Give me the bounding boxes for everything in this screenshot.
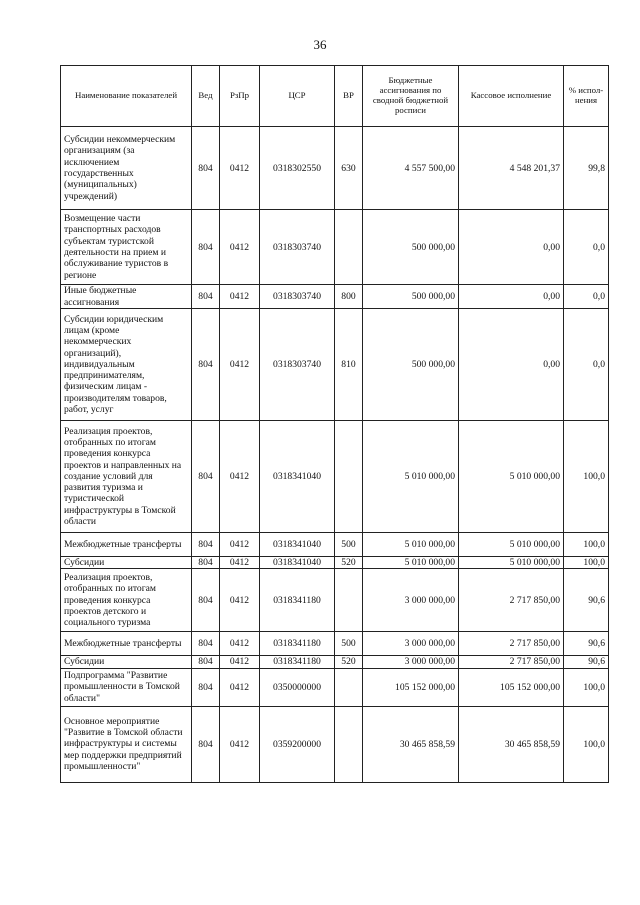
row-ved: 804 <box>192 421 220 533</box>
row-percent: 90,6 <box>564 632 609 656</box>
header-csr: ЦСР <box>260 66 335 127</box>
row-vr: 800 <box>335 285 363 309</box>
row-percent: 100,0 <box>564 533 609 557</box>
row-csr: 0318303740 <box>260 285 335 309</box>
row-percent: 100,0 <box>564 668 609 706</box>
row-csr: 0318341180 <box>260 569 335 632</box>
row-ved: 804 <box>192 533 220 557</box>
row-name: Межбюджетные трансферты <box>61 632 192 656</box>
row-vr <box>335 569 363 632</box>
row-name: Реализация проектов, отобранных по итогам проведения конкурса проектов детского и социального туризма <box>61 569 192 632</box>
row-budget: 5 010 000,00 <box>363 533 459 557</box>
row-cash: 0,00 <box>459 285 564 309</box>
row-percent: 0,0 <box>564 285 609 309</box>
row-percent: 0,0 <box>564 309 609 421</box>
row-cash: 5 010 000,00 <box>459 421 564 533</box>
row-percent: 100,0 <box>564 706 609 782</box>
row-ved: 804 <box>192 285 220 309</box>
row-percent: 100,0 <box>564 557 609 569</box>
table-row <box>61 557 609 569</box>
row-vr <box>335 668 363 706</box>
row-csr: 0318303740 <box>260 309 335 421</box>
row-budget: 3 000 000,00 <box>363 656 459 668</box>
row-csr: 0350000000 <box>260 668 335 706</box>
table-row <box>61 656 609 668</box>
row-vr: 500 <box>335 632 363 656</box>
table-row <box>61 668 609 706</box>
header-name: Наименование показателей <box>61 66 192 127</box>
table-row <box>61 309 609 421</box>
budget-execution-table <box>60 65 609 783</box>
page-number: 36 <box>313 37 327 52</box>
row-ved: 804 <box>192 127 220 210</box>
row-cash: 30 465 858,59 <box>459 706 564 782</box>
row-csr: 0318341040 <box>260 557 335 569</box>
row-vr <box>335 421 363 533</box>
row-csr: 0318341180 <box>260 632 335 656</box>
row-budget: 500 000,00 <box>363 285 459 309</box>
row-name: Субсидии некоммерческим организациям (за исключением государственных (муниципальных) учреждений) <box>61 127 192 210</box>
row-vr: 520 <box>335 656 363 668</box>
table-row <box>61 285 609 309</box>
row-csr: 0318303740 <box>260 210 335 285</box>
row-rzpr: 0412 <box>220 421 260 533</box>
row-rzpr: 0412 <box>220 557 260 569</box>
row-budget: 5 010 000,00 <box>363 557 459 569</box>
row-cash: 2 717 850,00 <box>459 656 564 668</box>
row-cash: 0,00 <box>459 309 564 421</box>
row-percent: 90,6 <box>564 656 609 668</box>
row-name: Субсидии <box>61 557 192 569</box>
row-ved: 804 <box>192 309 220 421</box>
row-budget: 5 010 000,00 <box>363 421 459 533</box>
header-percent: % испол-нения <box>564 66 609 127</box>
header-budget: Бюджетные ассигнования по сводной бюджетной росписи <box>363 66 459 127</box>
row-budget: 105 152 000,00 <box>363 668 459 706</box>
row-ved: 804 <box>192 656 220 668</box>
row-rzpr: 0412 <box>220 668 260 706</box>
row-ved: 804 <box>192 632 220 656</box>
row-percent: 100,0 <box>564 421 609 533</box>
table-row <box>61 569 609 632</box>
row-vr <box>335 706 363 782</box>
row-percent: 99,8 <box>564 127 609 210</box>
row-cash: 4 548 201,37 <box>459 127 564 210</box>
table-row <box>61 706 609 782</box>
table-row <box>61 127 609 210</box>
row-rzpr: 0412 <box>220 632 260 656</box>
row-name: Реализация проектов, отобранных по итогам проведения конкурса проектов и направленных на создание условий для развития туризма и туристической инфраструктуры в Томской области <box>61 421 192 533</box>
table-header-row <box>61 66 609 127</box>
row-rzpr: 0412 <box>220 569 260 632</box>
row-vr: 810 <box>335 309 363 421</box>
row-percent: 0,0 <box>564 210 609 285</box>
row-name: Возмещение части транспортных расходов субъектам туристской деятельности на прием и обслуживание туристов в регионе <box>61 210 192 285</box>
row-name: Подпрограмма "Развитие промышленности в Томской области" <box>61 668 192 706</box>
table-row <box>61 210 609 285</box>
row-rzpr: 0412 <box>220 127 260 210</box>
row-ved: 804 <box>192 706 220 782</box>
header-rzpr: РзПр <box>220 66 260 127</box>
row-budget: 3 000 000,00 <box>363 569 459 632</box>
table-row <box>61 533 609 557</box>
row-percent: 90,6 <box>564 569 609 632</box>
row-cash: 2 717 850,00 <box>459 569 564 632</box>
row-csr: 0318302550 <box>260 127 335 210</box>
row-rzpr: 0412 <box>220 656 260 668</box>
row-vr <box>335 210 363 285</box>
row-name: Иные бюджетные ассигнования <box>61 285 192 309</box>
row-cash: 5 010 000,00 <box>459 533 564 557</box>
row-csr: 0318341040 <box>260 533 335 557</box>
row-rzpr: 0412 <box>220 533 260 557</box>
row-vr: 630 <box>335 127 363 210</box>
row-cash: 0,00 <box>459 210 564 285</box>
row-cash: 5 010 000,00 <box>459 557 564 569</box>
row-csr: 0318341180 <box>260 656 335 668</box>
row-ved: 804 <box>192 569 220 632</box>
row-budget: 3 000 000,00 <box>363 632 459 656</box>
row-rzpr: 0412 <box>220 210 260 285</box>
table-row <box>61 632 609 656</box>
row-cash: 105 152 000,00 <box>459 668 564 706</box>
row-budget: 30 465 858,59 <box>363 706 459 782</box>
header-cash: Кассовое исполнение <box>459 66 564 127</box>
row-rzpr: 0412 <box>220 285 260 309</box>
row-budget: 500 000,00 <box>363 309 459 421</box>
header-ved: Вед <box>192 66 220 127</box>
row-name: Субсидии юридическим лицам (кроме некоммерческих организаций), индивидуальным предпринимателям, физическим лицам - производителям товаров, работ, услуг <box>61 309 192 421</box>
row-budget: 500 000,00 <box>363 210 459 285</box>
row-csr: 0359200000 <box>260 706 335 782</box>
row-rzpr: 0412 <box>220 309 260 421</box>
row-name: Основное мероприятие "Развитие в Томской области инфраструктуры и системы мер поддержки предприятий промышленности" <box>61 706 192 782</box>
header-vr: ВР <box>335 66 363 127</box>
row-ved: 804 <box>192 668 220 706</box>
row-budget: 4 557 500,00 <box>363 127 459 210</box>
row-vr: 500 <box>335 533 363 557</box>
row-name: Субсидии <box>61 656 192 668</box>
row-rzpr: 0412 <box>220 706 260 782</box>
table-row <box>61 421 609 533</box>
row-csr: 0318341040 <box>260 421 335 533</box>
row-ved: 804 <box>192 210 220 285</box>
row-vr: 520 <box>335 557 363 569</box>
row-cash: 2 717 850,00 <box>459 632 564 656</box>
row-ved: 804 <box>192 557 220 569</box>
row-name: Межбюджетные трансферты <box>61 533 192 557</box>
